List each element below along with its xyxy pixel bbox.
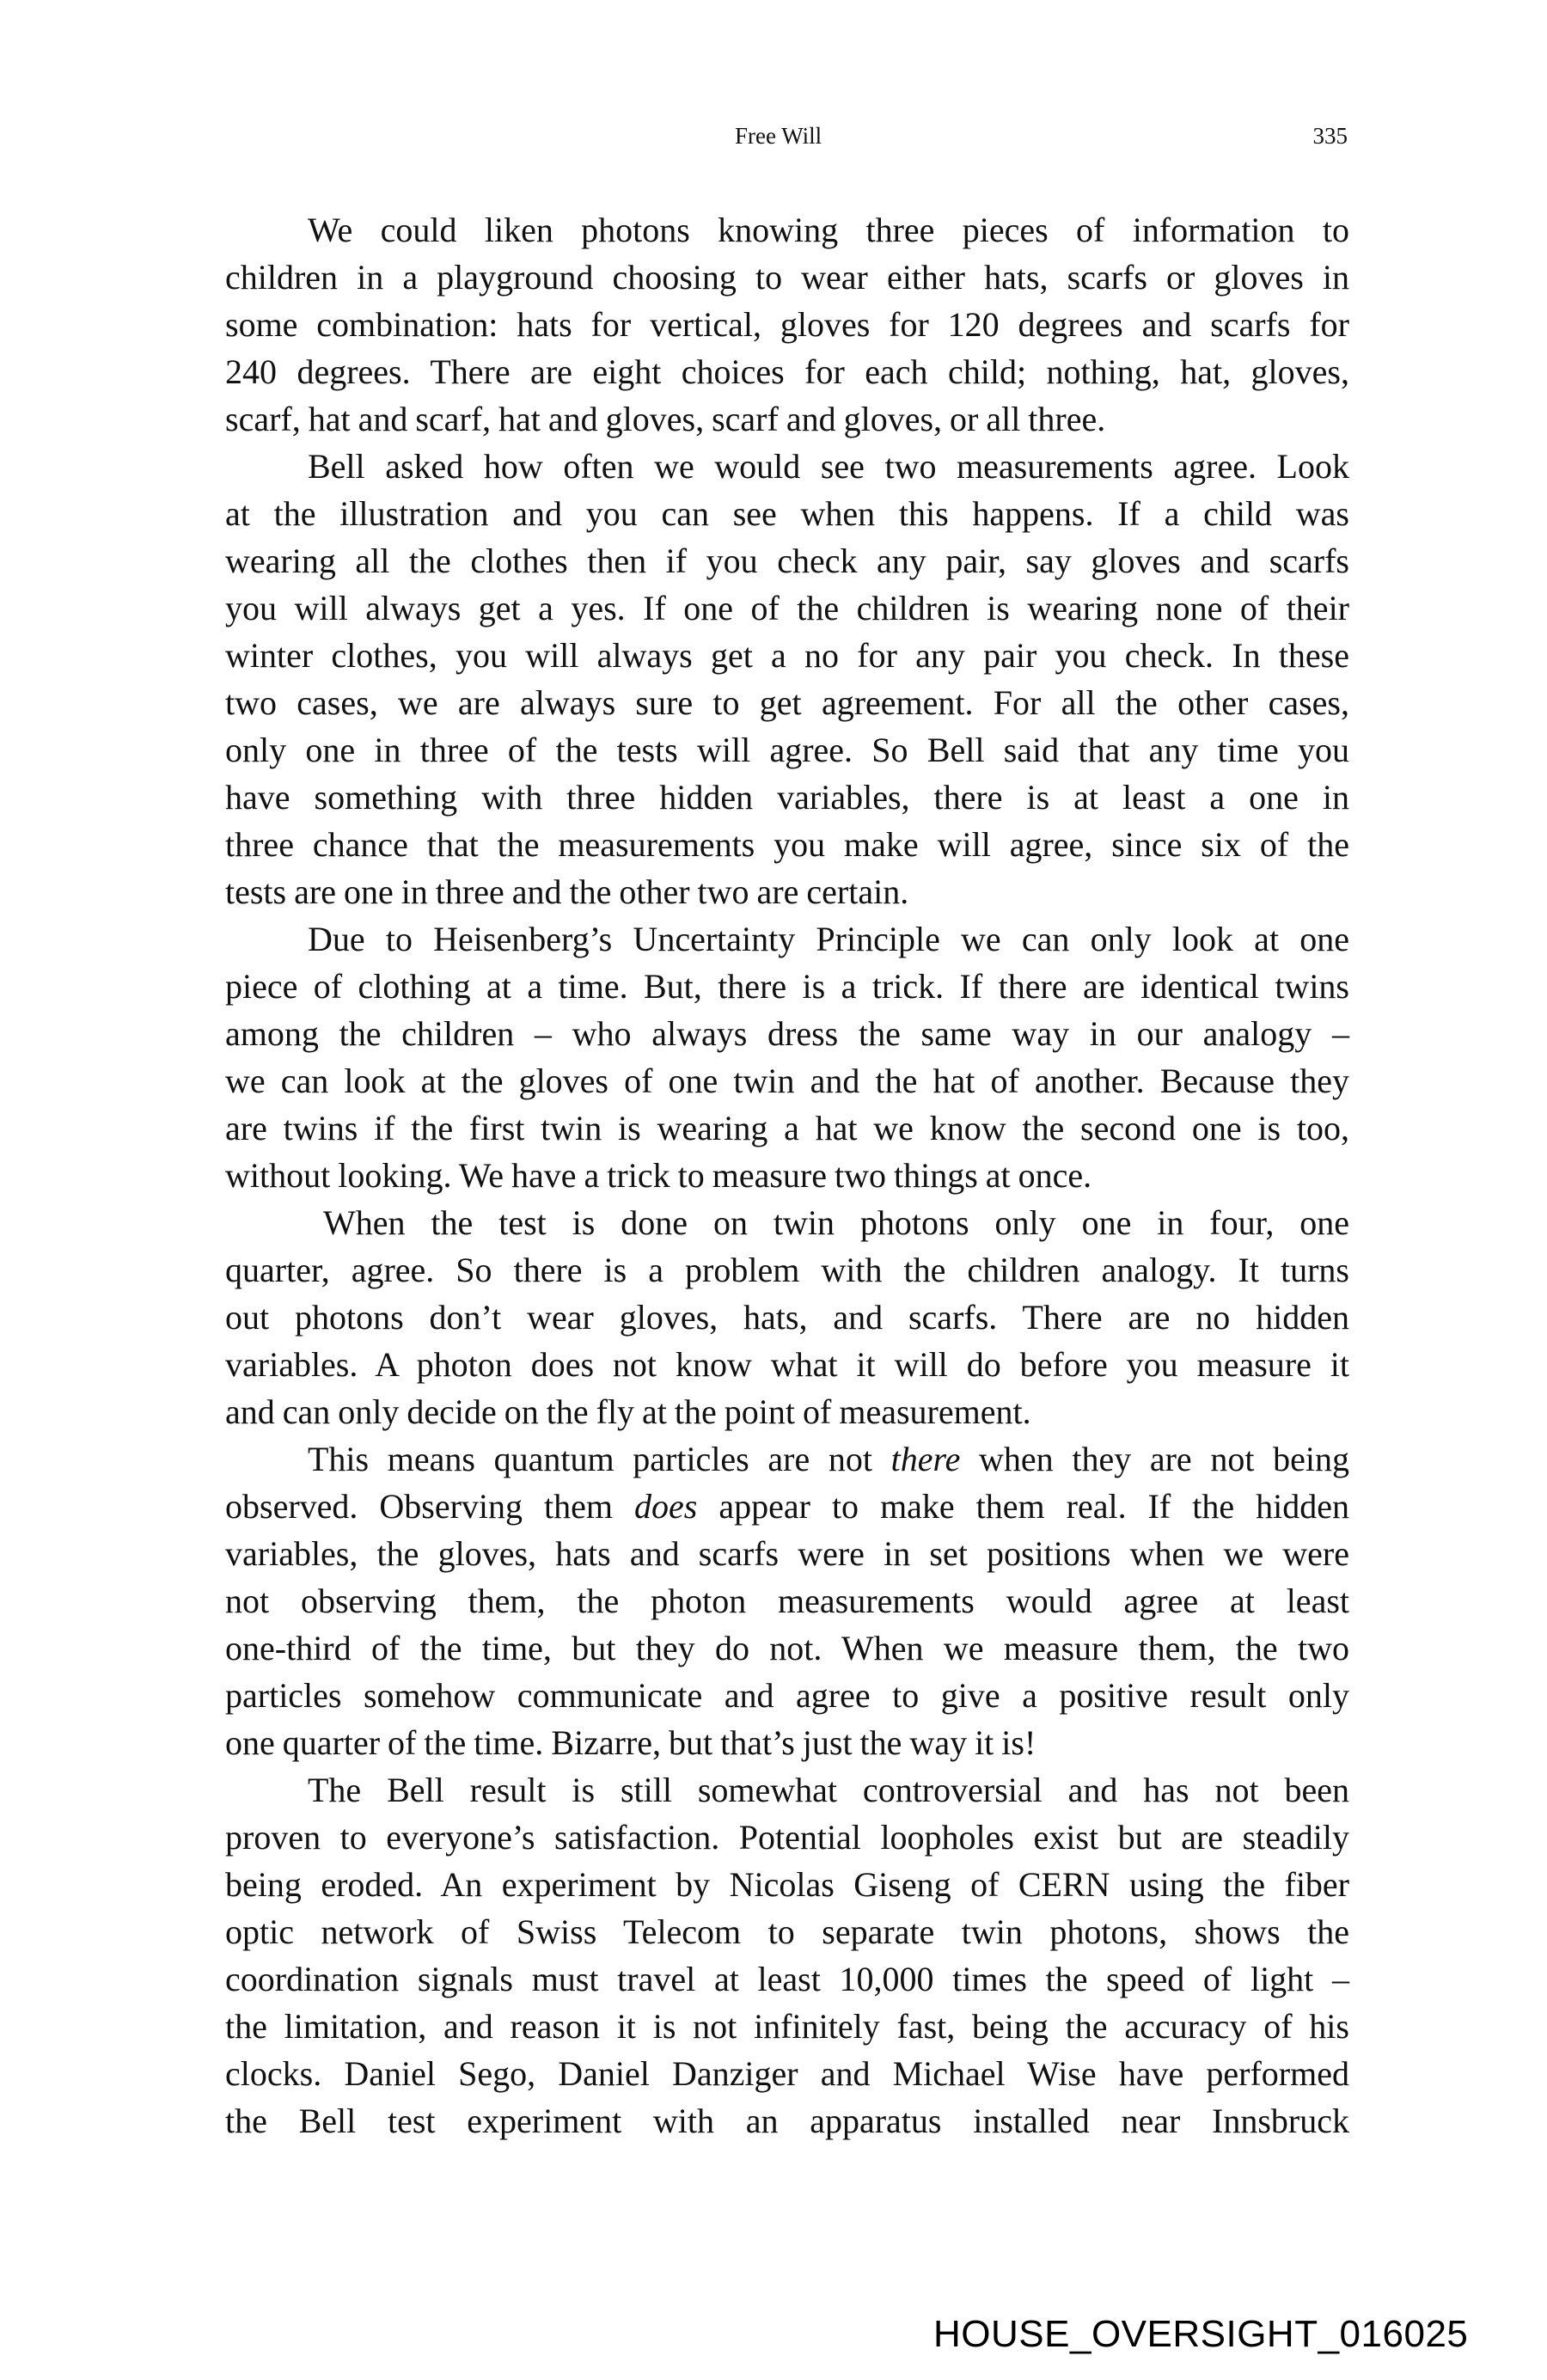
- text-line: at the illustration and you can see when this happens. If a child was: [225, 494, 1349, 533]
- text-line: are twins if the first twin is wearing a hat we know the second one is too,: [225, 1109, 1349, 1147]
- text-line: one-third of the time, but they do not. When we measure them, the two: [225, 1629, 1349, 1667]
- text-line: coordination signals must travel at least 10,000 times the speed of light –: [225, 1960, 1349, 1998]
- paragraph-bell-result-controversy: [225, 1766, 1349, 2144]
- text-line: two cases, we are always sure to get agreement. For all the other cases,: [225, 683, 1349, 722]
- text-line: variables, the gloves, hats and scarfs were in set positions when we were: [225, 1534, 1349, 1573]
- text-segment: observed. Observing them: [225, 1487, 635, 1526]
- text-segment: when they are not being: [960, 1440, 1349, 1478]
- text-line: wearing all the clothes then if you check any pair, say gloves and scarfs: [225, 541, 1349, 580]
- text-line: proven to everyone’s satisfaction. Potential loopholes exist but are steadily: [225, 1818, 1349, 1857]
- page-header: [225, 119, 1349, 153]
- text-segment: This means quantum particles are not: [308, 1440, 891, 1478]
- text-line: piece of clothing at a time. But, there is a trick. If there are identical twins: [225, 967, 1349, 1006]
- paragraph-photons-children-analogy: [225, 206, 1349, 443]
- text-line: winter clothes, you will always get a no for any pair you check. In these: [225, 636, 1349, 675]
- emphasis-there: there: [890, 1440, 961, 1478]
- text-line: The Bell result is still somewhat controversial and has not been: [308, 1771, 1349, 1809]
- paragraph-heisenberg-twins: [225, 915, 1349, 1199]
- running-title: Free Will: [735, 123, 822, 149]
- text-line: Bell asked how often we would see two measurements agree. Look: [308, 447, 1349, 486]
- body-text: [225, 206, 1349, 2144]
- text-line: 240 degrees. There are eight choices for each child; nothing, hat, gloves,: [225, 352, 1349, 391]
- text-line: optic network of Swiss Telecom to separate twin photons, shows the: [225, 1912, 1349, 1951]
- text-line: We could liken photons knowing three pieces of information to: [308, 211, 1349, 249]
- text-line: some combination: hats for vertical, gloves for 120 degrees and scarfs for: [225, 305, 1349, 344]
- text-line: clocks. Daniel Sego, Daniel Danziger and Michael Wise have performed: [225, 2054, 1349, 2093]
- paragraph-quantum-particles-not-there: [225, 1435, 1349, 1766]
- emphasis-does: does: [634, 1487, 698, 1526]
- text-line: you will always get a yes. If one of the children is wearing none of their: [225, 589, 1349, 627]
- paragraph-twin-photons-test: [225, 1199, 1349, 1435]
- text-line: among the children – who always dress the same way in our analogy –: [225, 1014, 1349, 1053]
- text-line: being eroded. An experiment by Nicolas Giseng of CERN using the fiber: [225, 1865, 1349, 1904]
- text-line: Due to Heisenberg’s Uncertainty Principle we can only look at one: [308, 920, 1349, 958]
- text-line: not observing them, the photon measurements would agree at least: [225, 1582, 1349, 1620]
- text-line: tests are one in three and the other two are certain.: [225, 872, 909, 911]
- text-line: When the test is done on twin photons only one in four, one: [323, 1203, 1349, 1242]
- text-line: and can only decide on the fly at the point of measurement.: [225, 1392, 1031, 1431]
- text-line: the Bell test experiment with an apparatus installed near Innsbruck: [225, 2102, 1349, 2140]
- text-line: [225, 1483, 1349, 1530]
- text-line: without looking. We have a trick to measure two things at once.: [225, 1156, 1092, 1195]
- text-line: only one in three of the tests will agree. So Bell said that any time you: [225, 731, 1349, 769]
- bates-stamp: HOUSE_OVERSIGHT_016025: [933, 2313, 1469, 2355]
- page-number: 335: [1312, 123, 1348, 149]
- text-line: particles somehow communicate and agree to give a positive result only: [225, 1676, 1349, 1715]
- text-line: [225, 1435, 1349, 1483]
- text-line: out photons don’t wear gloves, hats, and scarfs. There are no hidden: [225, 1298, 1349, 1337]
- text-line: scarf, hat and scarf, hat and gloves, scarf and gloves, or all three.: [225, 400, 1106, 438]
- text-line: children in a playground choosing to wear either hats, scarfs or gloves in: [225, 258, 1349, 297]
- text-line: we can look at the gloves of one twin and the hat of another. Because they: [225, 1062, 1349, 1100]
- text-line: variables. A photon does not know what it will do before you measure it: [225, 1345, 1349, 1384]
- paragraph-bell-measurements: [225, 443, 1349, 915]
- text-line: quarter, agree. So there is a problem with the children analogy. It turns: [225, 1251, 1349, 1289]
- text-line: three chance that the measurements you make will agree, since six of the: [225, 825, 1349, 864]
- text-segment: appear to make them real. If the hidden: [697, 1487, 1349, 1526]
- text-line: one quarter of the time. Bizarre, but that’s just the way it is!: [225, 1723, 1036, 1762]
- text-line: the limitation, and reason it is not infinitely fast, being the accuracy of his: [225, 2007, 1349, 2046]
- text-line: have something with three hidden variables, there is at least a one in: [225, 778, 1349, 817]
